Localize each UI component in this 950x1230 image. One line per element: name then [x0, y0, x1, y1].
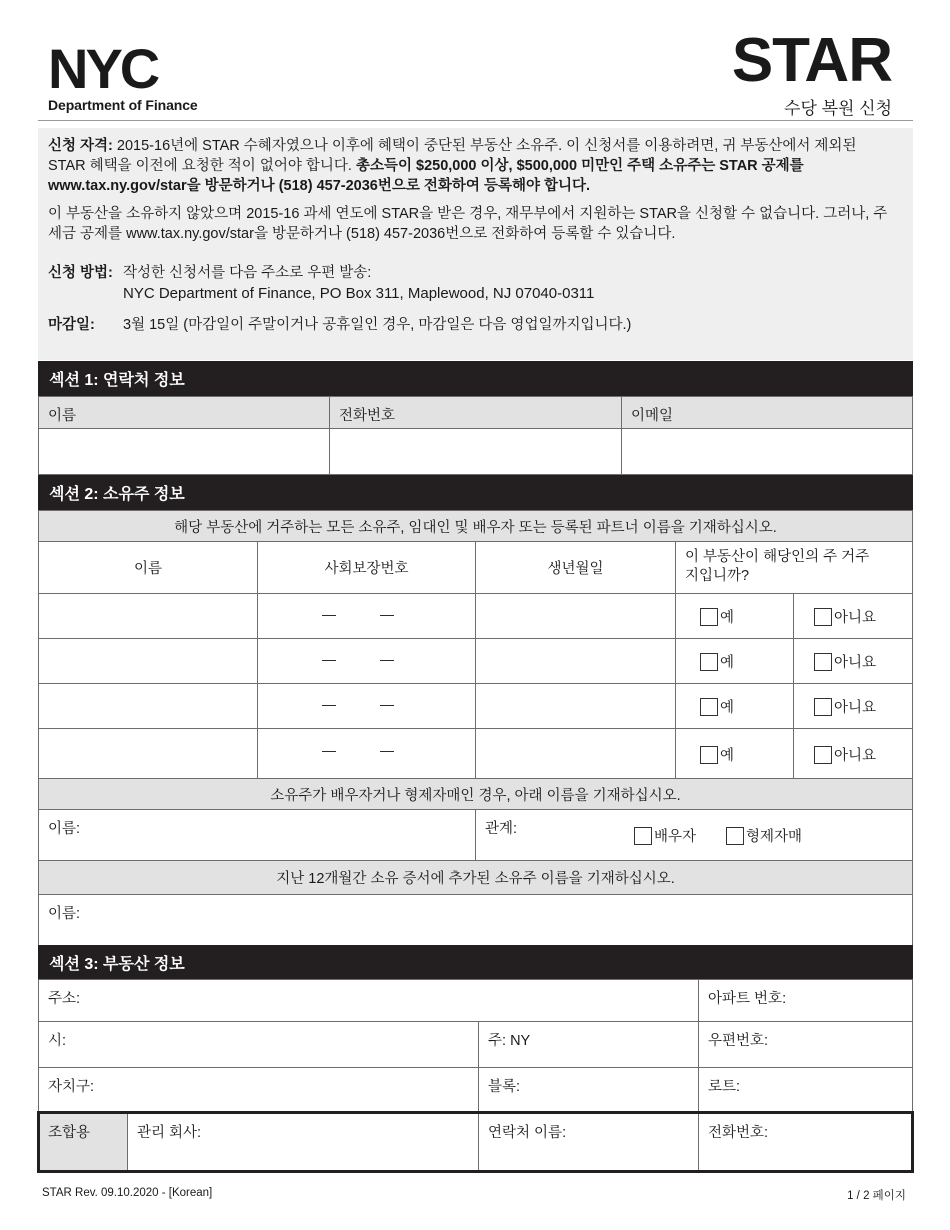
owner-dob-header-text: 생년월일 — [547, 561, 604, 577]
spouse-option[interactable] — [634, 825, 696, 846]
page-number: 1 / 2 페이지 — [847, 1190, 906, 1202]
property-address-label: 주소: — [48, 991, 81, 1007]
state-label: 주: NY — [488, 1033, 531, 1049]
owner-name-field[interactable] — [38, 728, 258, 779]
contact-email-field[interactable] — [621, 428, 913, 475]
owner-yes-cell — [675, 683, 794, 729]
relation-name-label: 이름: — [48, 821, 81, 837]
apartment-number-field[interactable] — [698, 979, 913, 1022]
owners-instruction — [38, 510, 913, 542]
nyc-logo — [48, 44, 238, 94]
form-title: STAR — [731, 26, 892, 95]
lot-label: 로트: — [708, 1079, 741, 1095]
yes-option[interactable] — [700, 606, 734, 627]
zip-field[interactable] — [698, 1021, 913, 1068]
no-label: 아니요 — [834, 748, 877, 764]
ssn-dash: — — [380, 696, 394, 712]
coop-contact-name-label: 연락처 이름: — [488, 1125, 567, 1141]
coop-phone-field[interactable] — [699, 1114, 911, 1170]
ssn-dash: — — [380, 651, 394, 667]
sibling-checkbox[interactable] — [726, 827, 744, 845]
eligibility-label: 신청 자격: — [48, 138, 113, 154]
city-label: 시: — [48, 1033, 67, 1049]
no-option[interactable] — [814, 651, 876, 672]
contact-name-label: 이름 — [48, 408, 77, 424]
owner-name-field[interactable] — [38, 683, 258, 729]
deadline-text: 3월 15일 (마감일이 주말이거나 공휴일인 경우, 마감일은 다음 영업일까지입니다.) — [123, 317, 632, 333]
how-to-apply-label: 신청 방법: — [48, 265, 113, 281]
owner-ssn-field[interactable] — [257, 728, 476, 779]
yes-option[interactable] — [700, 651, 734, 672]
ssn-dash: — — [380, 606, 394, 622]
owner-yes-cell — [675, 728, 794, 779]
spouse-label: 배우자 — [654, 829, 697, 845]
owner-ssn-header-text: 사회보장번호 — [324, 561, 409, 577]
yes-option[interactable] — [700, 696, 734, 717]
owner-yes-cell — [675, 638, 794, 684]
section-1-header: 섹션 1: 연락처 정보 — [38, 361, 913, 396]
no-checkbox[interactable] — [814, 746, 832, 764]
yes-checkbox[interactable] — [700, 653, 718, 671]
owner-no-cell — [793, 728, 913, 779]
ssn-dash: — — [322, 696, 336, 712]
owner-dob-field[interactable] — [475, 683, 676, 729]
yes-checkbox[interactable] — [700, 608, 718, 626]
coop-label: 조합용 — [48, 1125, 91, 1141]
owner-ssn-field[interactable] — [257, 683, 476, 729]
no-label: 아니요 — [834, 700, 877, 716]
section-2-header: 섹션 2: 소유주 정보 — [38, 475, 913, 510]
ssn-dash: — — [322, 651, 336, 667]
owner-dob-field[interactable] — [475, 593, 676, 639]
apartment-number-label: 아파트 번호: — [708, 991, 787, 1007]
city-field[interactable] — [38, 1021, 479, 1068]
contact-name-field-coop[interactable] — [479, 1114, 699, 1170]
ineligible-paragraph: 이 부동산을 소유하지 않았으며 2015-16 과세 연도에 STAR을 받은 경우, 재무부에서 지원하는 STAR을 신청할 수 없습니다. 그러나, 주 세금 공제를 www.tax.ny.gov/star을 방문하거나 (518) 457-2036번으로 전화하여 등록할 수 있습니다. — [48, 206, 888, 242]
state-field[interactable] — [478, 1021, 699, 1068]
contact-email-header — [621, 396, 913, 429]
owner-no-cell — [793, 683, 913, 729]
added-owner-instruction-text: 지난 12개월간 소유 증서에 추가된 소유주 이름을 기재하십시오. — [276, 871, 675, 887]
sibling-label: 형제자매 — [746, 829, 803, 845]
relation-instruction-text: 소유주가 배우자거나 형제자매인 경우, 아래 이름을 기재하십시오. — [270, 787, 681, 804]
eligibility-text: 2015-16년에 STAR 수혜자였으나 이후에 혜택이 중단된 부동산 소유주. 이 신청서를 이용하려면, 귀 부동산에서 제외된 STAR 혜택을 이전에 요청한 적이 없어야 합니다. — [48, 138, 857, 174]
contact-email-label: 이메일 — [631, 408, 674, 424]
owner-ssn-header — [257, 541, 476, 594]
sibling-option[interactable] — [726, 825, 802, 846]
form-revision: STAR Rev. 09.10.2020 - [Korean] — [42, 1187, 213, 1199]
nyc-logo-mark — [48, 44, 238, 94]
no-checkbox[interactable] — [814, 608, 832, 626]
management-company-label: 관리 회사: — [137, 1125, 202, 1141]
spouse-checkbox[interactable] — [634, 827, 652, 845]
eligibility-paragraph — [48, 136, 898, 196]
how-to-apply-text: 작성한 신청서를 다음 주소로 우편 발송: — [123, 265, 372, 281]
no-checkbox[interactable] — [814, 653, 832, 671]
ssn-dash: — — [380, 742, 394, 758]
lot-field[interactable] — [698, 1067, 913, 1113]
yes-checkbox[interactable] — [700, 698, 718, 716]
nyc-logo-text: NYC — [48, 44, 158, 94]
coop-row — [37, 1111, 914, 1173]
owner-yes-cell — [675, 593, 794, 639]
owner-name-header-text: 이름 — [133, 561, 162, 577]
yes-label: 예 — [720, 610, 735, 626]
borough-field[interactable] — [38, 1067, 479, 1113]
no-option[interactable] — [814, 606, 876, 627]
ssn-dash: — — [322, 742, 336, 758]
no-option[interactable] — [814, 744, 876, 765]
no-label: 아니요 — [834, 655, 877, 671]
owner-ssn-field[interactable] — [257, 638, 476, 684]
relation-instruction — [38, 778, 913, 810]
coop-phone-label: 전화번호: — [708, 1125, 769, 1141]
eligibility-bold-text: 총소득이 $250,000 이상, $500,000 미만인 주택 소유주는 STAR 공제를 www.tax.ny.gov/star을 방문하거나 (518) 457-2036번으로 전화하여 등록해야 합니다. — [48, 158, 804, 194]
yes-option[interactable] — [700, 744, 734, 765]
header-divider — [38, 120, 913, 121]
management-company-field[interactable] — [128, 1114, 479, 1170]
zip-label: 우편번호: — [708, 1033, 769, 1049]
owner-no-cell — [793, 638, 913, 684]
contact-phone-field[interactable] — [329, 428, 622, 475]
yes-label: 예 — [720, 748, 735, 764]
owner-dob-field[interactable] — [475, 638, 676, 684]
yes-checkbox[interactable] — [700, 746, 718, 764]
owner-ssn-field[interactable] — [257, 593, 476, 639]
owners-instruction-text: 해당 부동산에 거주하는 모든 소유주, 임대인 및 배우자 또는 등록된 파트너 이름을 기재하십시오. — [174, 519, 777, 536]
owner-no-cell — [793, 593, 913, 639]
owner-dob-field[interactable] — [475, 728, 676, 779]
department-name: Department of Finance — [48, 97, 198, 113]
coop-label-cell — [40, 1114, 128, 1170]
owner-name-field[interactable] — [38, 593, 258, 639]
block-label: 블록: — [488, 1079, 521, 1095]
no-label: 아니요 — [834, 610, 877, 626]
form-subtitle: 수당 복원 신청 — [784, 99, 892, 118]
contact-name-header — [38, 396, 330, 429]
added-owner-instruction — [38, 860, 913, 895]
relation-label: 관계: — [485, 821, 518, 837]
no-checkbox[interactable] — [814, 698, 832, 716]
ssn-dash: — — [322, 606, 336, 622]
added-owner-name-field[interactable] — [38, 894, 913, 946]
contact-phone-label: 전화번호 — [339, 408, 396, 424]
owner-residence-header — [675, 541, 913, 594]
mailing-address: NYC Department of Finance, PO Box 311, Maplewood, NJ 07040-0311 — [123, 285, 595, 302]
section-3-header: 섹션 3: 부동산 정보 — [38, 945, 913, 980]
borough-label: 자치구: — [48, 1079, 95, 1095]
owner-name-field[interactable] — [38, 638, 258, 684]
block-field[interactable] — [478, 1067, 699, 1113]
property-address-field[interactable] — [38, 979, 699, 1022]
deadline-label: 마감일: — [48, 317, 95, 333]
yes-label: 예 — [720, 700, 735, 716]
relation-name-field[interactable] — [38, 809, 476, 861]
info-box — [38, 128, 913, 360]
relation-cell — [475, 809, 913, 861]
owner-name-header — [38, 541, 258, 594]
owner-residence-header-text: 이 부동산이 해당인의 주 거주지입니까? — [685, 549, 870, 584]
no-option[interactable] — [814, 696, 876, 717]
owner-dob-header — [475, 541, 676, 594]
added-owner-name-label: 이름: — [48, 906, 81, 922]
contact-name-field[interactable] — [38, 428, 330, 475]
yes-label: 예 — [720, 655, 735, 671]
contact-phone-header — [329, 396, 622, 429]
